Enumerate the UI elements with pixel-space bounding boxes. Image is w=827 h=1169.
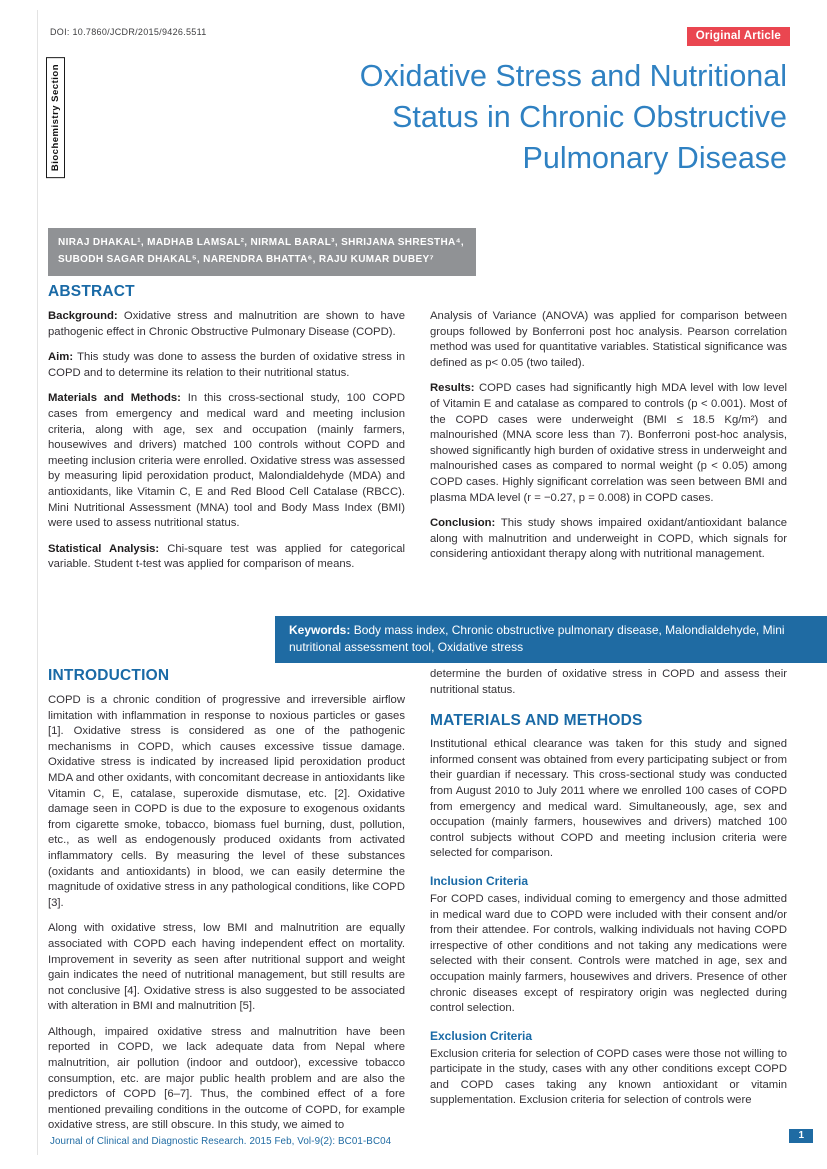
footer-citation: Journal of Clinical and Diagnostic Research. 2015 Feb, Vol-9(2): BC01-BC04 xyxy=(50,1136,392,1147)
abstract-paragraph-results xyxy=(430,381,787,506)
abstract-section xyxy=(48,283,787,573)
paragraph-text: In this cross-sectional study, 100 COPD cases from emergency and medical ward and meeting inclusion criteria, along with age, sex and occupation (mainly farmers, housewives and drivers) matched 100 controls without COPD and meeting inclusion criteria were enrolled. Oxidative stress was assessed by measuring lipid peroxidation product, Malondialdehyde (MDA) and antioxidants, like Vitamin C, E and Red Blood Cell Catalase (RBCC). Mini Nutritional Assessment (MNA) tool and Body Mass Index (BMI) were used to assess nutritional status. xyxy=(48,392,405,530)
paragraph-text: Chi-square test was applied for categorical variable. Student t-test was applied for comparison of means. xyxy=(48,542,406,571)
introduction-paragraph: Although, impaired oxidative stress and malnutrition have been reported in COPD, we lack adequate data from Nepal where malnutrition, air pollution (indoor and outdoor), excessive tobacco consumption, etc. are major public health problem and are also the predictors of COPD [6–7]. Thus, the combined effect of a fore mentioned prevailing conditions in the outcome of COPD, for example oxidative stress, are still obscure. In this study, we aimed to xyxy=(48,1025,405,1132)
paragraph-label: Background: xyxy=(48,310,118,322)
keywords-bar xyxy=(275,616,827,663)
article-title xyxy=(147,56,787,179)
article-title-line2: Status in Chronic Obstructive xyxy=(392,100,787,134)
page-footer xyxy=(50,1131,827,1151)
paragraph-text: COPD cases had significantly high MDA level with low level of Vitamin E and catalase as compared to controls (p < 0.001). Most of the COPD cases were underweight (BMI ≤ 18.5 Kg/m²) and malnourished (MNA score less than 7). Bonferroni post-hoc analysis, showed significantly high burden of oxidative stress in underweight and malnourished cases as compared to normal weight (p < 0.05) among COPD cases. Highly significant correlation was seen between BMI and plasma MDA level (r = −0.27, p = 0.008) in COPD cases. xyxy=(430,382,787,504)
article-title-line3: Pulmonary Disease xyxy=(522,141,787,175)
abstract-left-column xyxy=(48,309,405,573)
abstract-paragraph-background xyxy=(48,309,405,340)
main-body-columns xyxy=(48,667,787,1134)
paragraph-text: Oxidative stress and malnutrition are shown to have pathogenic effect in Chronic Obstructive Pulmonary Disease (COPD). xyxy=(48,310,405,338)
abstract-paragraph-analysis-continued xyxy=(430,309,787,371)
paragraph-label: Conclusion: xyxy=(430,517,496,530)
abstract-right-column xyxy=(430,309,787,573)
main-left-column xyxy=(48,667,405,1134)
materials-methods-heading: MATERIALS AND METHODS xyxy=(430,712,643,730)
abstract-columns xyxy=(48,309,787,573)
authors-bar: NIRAJ DHAKAL¹, MADHAB LAMSAL², NIRMAL BARAL³, SHRIJANA SHRESTHA⁴, SUBODH SAGAR DHAKAL⁵, NARENDRA BHATTA⁶, RAJU KUMAR DUBEY⁷ xyxy=(48,228,476,276)
abstract-heading: ABSTRACT xyxy=(48,283,135,300)
paragraph-text: This study shows impaired oxidant/antioxidant balance along with malnutrition and underweight in COPD, which signals for considering antioxidant therapy along with nutritional management. xyxy=(430,517,787,561)
exclusion-criteria-paragraph: Exclusion criteria for selection of COPD cases were those not willing to participate in the study, cases with any other conditions except COPD and COPD cases taking any known antioxidant or vitamin supplementation. Exclusion criteria for selection of controls were xyxy=(430,1047,787,1107)
paragraph-label: Aim: xyxy=(48,351,74,364)
introduction-paragraph: COPD is a chronic condition of progressive and irreversible airflow limitation with inflammation in response to noxious particles or gases [1]. Oxidative stress is considered as one of the pathogenic mechanisms in COPD, which causes excessive tissue damage. Oxidative stress is indicated by increased lipid peroxidation product MDA and other oxidants, with concomitant decrease in antioxidants like Vitamin C, E, catalase, superoxide dismutase, etc. [2]. Oxidative damage seen in COPD is due to the exposure to exogenous oxidants from cigarette smoke, tobacco, biomass fuel burning, dust, pollution, etc., as well as endogenously produced oxidants from activated inflammatory cells. By measuring the level of these substances (oxidants and antioxidants) in blood, we can easily determine the magnitude of oxidative stress in any pathological conditions, like COPD [3]. xyxy=(48,694,405,909)
introduction-heading: INTRODUCTION xyxy=(48,667,170,684)
journal-section-tab: Biochemistry Section xyxy=(46,57,65,178)
article-type-badge: Original Article xyxy=(687,27,790,46)
inclusion-criteria-heading: Inclusion Criteria xyxy=(430,873,529,888)
abstract-paragraph-aim xyxy=(48,350,405,381)
paragraph-text: Analysis of Variance (ANOVA) was applied for comparison between groups followed by Bonferroni post hoc analysis. Pearson correlation method was used for quantitative variables. Statistical significance was defined as p< 0.05 (two tailed). xyxy=(430,310,787,369)
abstract-paragraph-conclusion xyxy=(430,516,787,563)
abstract-paragraph-statistical-analysis xyxy=(48,542,405,573)
keywords-text: Body mass index, Chronic obstructive pulmonary disease, Malondialdehyde, Mini nutritional assessment tool, Oxidative stress xyxy=(289,623,785,654)
introduction-paragraph: Along with oxidative stress, low BMI and malnutrition are equally associated with COPD each having independent effect on mortality. Improvement in severity as seen after nutritional support and weight gain indicates the need of nutritional management, but still results are not conclusive [4]. Oxidative stress is also suggested to be associated with alteration in BMI and malnutrition [5]. xyxy=(48,922,405,1013)
introduction-continuation-paragraph: determine the burden of oxidative stress in COPD and assess their nutritional status. xyxy=(430,668,787,696)
paragraph-label: Materials and Methods: xyxy=(48,392,181,405)
page-number-badge: 1 xyxy=(789,1129,813,1143)
page-edge-line xyxy=(37,10,38,1155)
doi-text: DOI: 10.7860/JCDR/2015/9426.5511 xyxy=(50,27,207,37)
paragraph-label: Statistical Analysis: xyxy=(48,542,160,555)
main-right-column xyxy=(430,667,787,1134)
exclusion-criteria-heading: Exclusion Criteria xyxy=(430,1028,533,1043)
keywords-label: Keywords: xyxy=(289,623,351,637)
abstract-paragraph-materials-methods xyxy=(48,391,405,531)
paragraph-label: Results: xyxy=(430,382,475,395)
inclusion-criteria-paragraph: For COPD cases, individual coming to emergency and those admitted in medical ward due to COPD were included with their consent and/or from their attendee. For controls, walking individuals not having COPD irrespective of other conditions and not taking any medications were selected with their consent. Controls were matched in age, sex and occupation mainly farmers, housewives and drivers. Presence of other chronic diseases except of respiratory origin was neglected during control selection. xyxy=(430,892,787,1015)
article-title-line1: Oxidative Stress and Nutritional xyxy=(359,59,787,93)
paragraph-text: This study was done to assess the burden of oxidative stress in COPD and to determine its relation to their nutritional status. xyxy=(48,351,406,379)
materials-methods-paragraph: Institutional ethical clearance was taken for this study and signed informed consent was obtained from every participating subject or from their guardian if necessary. This cross-sectional study was conducted from August 2010 to July 2011 where we enrolled 100 cases of COPD from emergency and medical ward. Simultaneously, age, sex and occupation (mainly farmers, housewives and drivers) matched 100 control subjects without COPD and meeting inclusion criteria were selected for comparison. xyxy=(430,738,787,860)
